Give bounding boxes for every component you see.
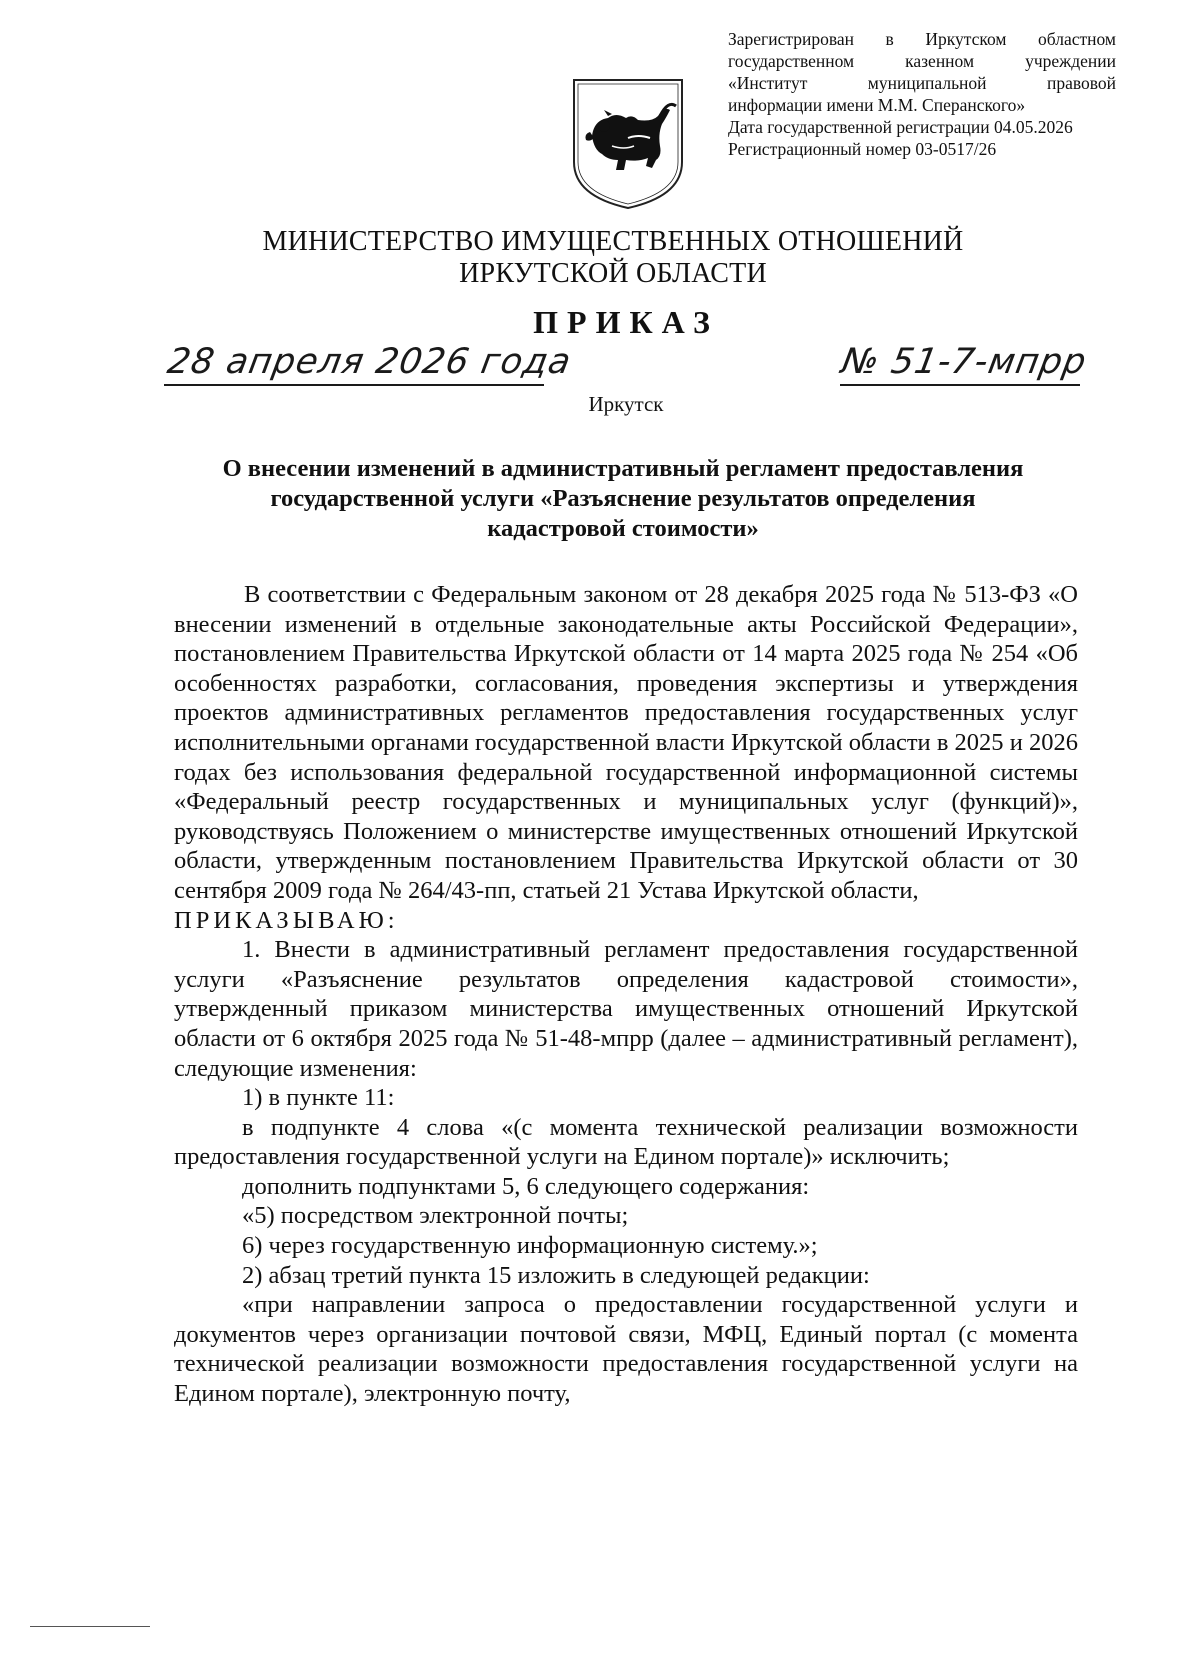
document-title-line: кадастровой стоимости» <box>487 515 759 542</box>
preamble-paragraph: В соответствии с Федеральным законом от 28 декабря 2025 года № 513-ФЗ «О внесении изменений в отдельные законодательные акты Российской Федерации», постановлением Правительства Иркутской области от 14 марта 2025 года № 254 «Об особенностях разработки, согласования, проведения экспертизы и утверждения проектов административных регламентов предоставления государственных услуг исполнительными органами государственной власти Иркутской области в 2025 и 2026 годах без использования федеральной государственной информационной системы «Федеральный реестр государственных и муниципальных услуг (функций)», руководствуясь Положением о министерстве имущественных отношений Иркутской области, утвержденным постановлением Правительства Иркутской области от 30 сентября 2009 года № 264/43-пп, статьей 21 Устава Иркутской области, <box>174 581 1078 904</box>
ministry-name-line1: МИНИСТЕРСТВО ИМУЩЕСТВЕННЫХ ОТНОШЕНИЙ <box>262 226 964 257</box>
ministry-name-line2: ИРКУТСКОЙ ОБЛАСТИ <box>459 258 767 289</box>
number-underline <box>840 384 1080 386</box>
subitem-1-paragraph-a: в подпункте 4 слова «(с момента технической реализации возможности предоставления государственной услуги на Едином портале)» исключить; <box>174 1113 1078 1171</box>
document-body <box>174 580 1078 1409</box>
registration-line: государственном казенном учреждении <box>728 51 1116 71</box>
registration-line: «Институт муниципальной правовой <box>728 73 1116 93</box>
subitem-1-paragraph-b: дополнить подпунктами 5, 6 следующего содержания: <box>242 1172 810 1200</box>
registration-number: Регистрационный номер 03-0517/26 <box>728 139 997 159</box>
date-underline <box>164 384 544 386</box>
city: Иркутск <box>588 392 664 416</box>
footer-rule <box>30 1626 150 1627</box>
registration-line: Зарегистрирован в Иркутском областном <box>728 29 1116 49</box>
document-title-line: государственной услуги «Разъяснение результатов определения <box>270 485 976 512</box>
subitem-2-paragraph-a: «при направлении запроса о предоставлении государственной услуги и документов через организации почтовой связи, МФЦ, Единый портал (с момента технической реализации возможности предоставления государственной услуги на Едином портале), электронную почту, <box>174 1291 1078 1408</box>
subitem-1-paragraph-c: «5) посредством электронной почты; <box>242 1202 629 1230</box>
handwritten-date: 28 апреля 2026 года <box>164 342 575 382</box>
subitem-1: 1) в пункте 11: <box>242 1084 395 1112</box>
order-word: ПРИКАЗЫВАЮ: <box>174 906 399 934</box>
document-type: ПРИКАЗ <box>533 304 719 340</box>
subitem-1-paragraph-d: 6) через государственную информационную систему.»; <box>242 1232 818 1260</box>
registration-line: информации имени М.М. Сперанского» <box>728 95 1026 115</box>
ministry-name <box>200 226 1026 290</box>
document-title <box>170 454 1076 544</box>
document-title-line: О внесении изменений в административный регламент предоставления <box>222 455 1024 482</box>
registration-stamp <box>728 28 1116 160</box>
irkutsk-coat-of-arms-icon <box>568 76 688 212</box>
registration-date: Дата государственной регистрации 04.05.2026 <box>728 117 1073 137</box>
subitem-2: 2) абзац третий пункта 15 изложить в следующей редакции: <box>242 1261 870 1289</box>
item-1-paragraph: 1. Внести в административный регламент предоставления государственной услуги «Разъяснение результатов определения кадастровой стоимости», утвержденный приказом министерства имущественных отношений Иркутской области от 6 октября 2025 года № 51-48-мпрр (далее – административный регламент), следующие изменения: <box>174 936 1078 1082</box>
handwritten-number: № 51-7-мпрр <box>838 342 1090 382</box>
